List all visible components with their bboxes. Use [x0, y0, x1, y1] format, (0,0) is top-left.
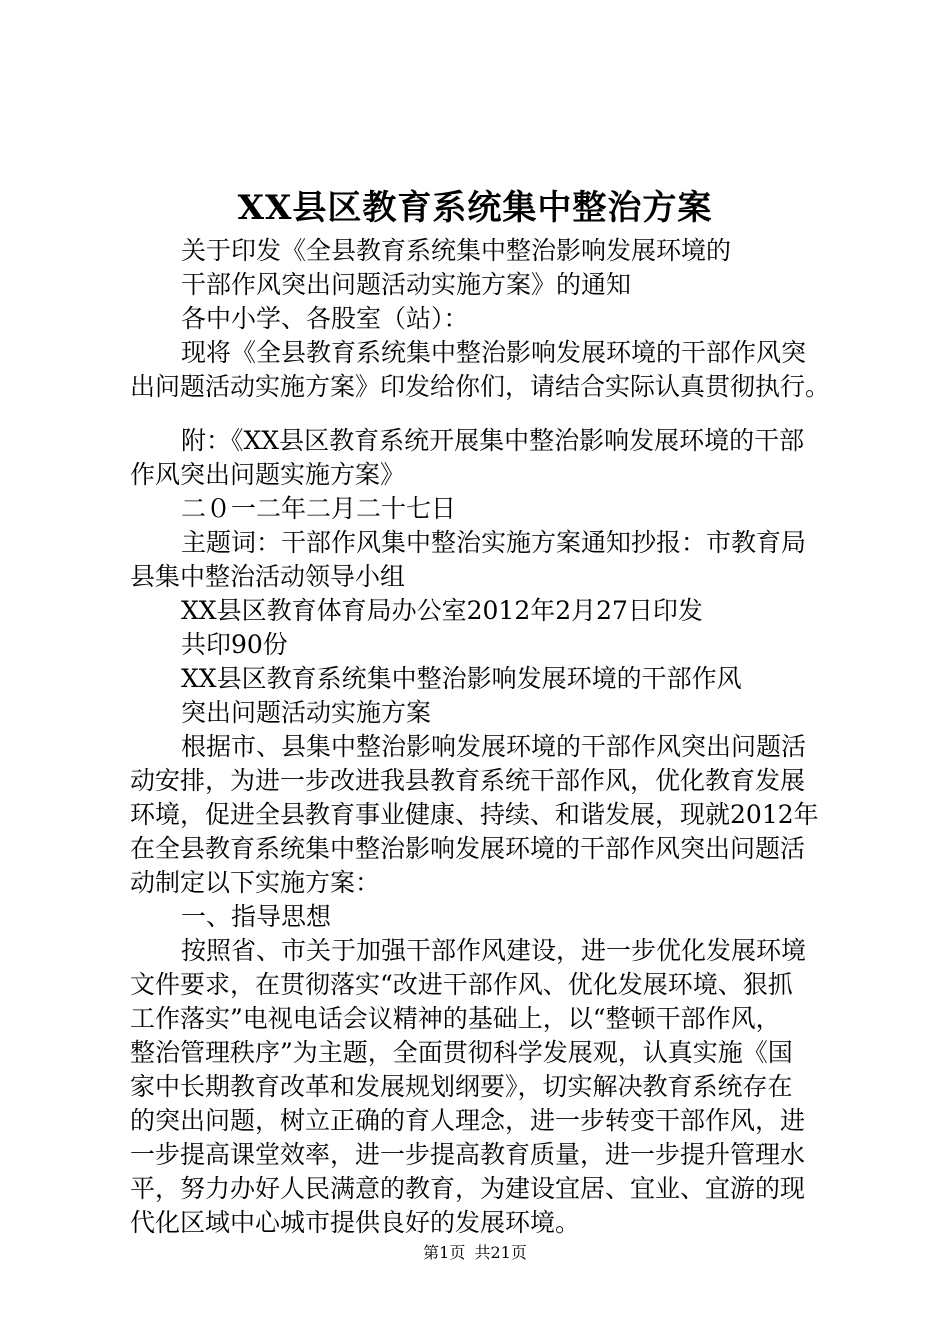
body-paragraph-line: 根据市、县集中整治影响发展环境的干部作风突出问题活	[181, 732, 807, 761]
date-line: 二０一二年二月二十七日	[181, 494, 457, 523]
subject-words-line: 县集中整治活动领导小组	[130, 562, 406, 591]
body-paragraph-line: 工作落实”电视电话会议精神的基础上，以“整顿干部作风，	[130, 1004, 781, 1033]
plan-title-line-2: 突出问题活动实施方案	[181, 698, 432, 727]
body-paragraph-line: 按照省、市关于加强干部作风建设，进一步优化发展环境	[181, 936, 807, 965]
body-paragraph-line: 家中长期教育改革和发展规划纲要》，切实解决教育系统存在	[130, 1072, 793, 1101]
body-paragraph-line: 环境，促进全县教育事业健康、持续、和谐发展，现就2012年	[130, 800, 819, 829]
body-paragraph-line: 动安排，为进一步改进我县教育系统干部作风，优化教育发展	[130, 766, 806, 795]
notice-heading-line-1: 关于印发《全县教育系统集中整治影响发展环境的	[181, 236, 732, 265]
page-total: 共21页	[474, 1243, 527, 1262]
body-paragraph-line: 一步提高课堂效率，进一步提高教育质量，进一步提升管理水	[130, 1140, 806, 1169]
body-paragraph-line: 的突出问题，树立正确的育人理念，进一步转变干部作风，进	[130, 1106, 806, 1135]
attachment-line: 附：《XX县区教育系统开展集中整治影响发展环境的干部	[181, 426, 805, 455]
body-paragraph-line: 整治管理秩序”为主题，全面贯彻科学发展观，认真实施《国	[130, 1038, 793, 1067]
copies-line: 共印90份	[181, 630, 288, 659]
body-paragraph-line: 动制定以下实施方案：	[130, 868, 381, 897]
issuer-line: XX县区教育体育局办公室2012年2月27日印发	[181, 596, 703, 625]
body-paragraph-line: 在全县教育系统集中整治影响发展环境的干部作风突出问题活	[130, 834, 806, 863]
body-paragraph-line: 出问题活动实施方案》印发给你们，请结合实际认真贯彻执行。	[130, 372, 831, 401]
body-paragraph-line: 代化区域中心城市提供良好的发展环境。	[130, 1208, 581, 1237]
body-paragraph-line: 现将《全县教育系统集中整治影响发展环境的干部作风突	[181, 338, 807, 367]
page-number: 第1页	[423, 1243, 466, 1262]
section-heading: 一、指导思想	[181, 902, 332, 931]
body-paragraph-line: 平，努力办好人民满意的教育，为建设宜居、宜业、宜游的现	[130, 1174, 806, 1203]
attachment-line: 作风突出问题实施方案》	[130, 460, 406, 489]
document-title: XX县区教育系统集中整治方案	[237, 188, 713, 228]
recipients-line: 各中小学、各股室（站）：	[181, 304, 469, 333]
page-footer	[0, 1243, 950, 1263]
body-paragraph-line: 文件要求，在贯彻落实“改进干部作风、优化发展环境、狠抓	[130, 970, 793, 999]
subject-words-line: 主题词：干部作风集中整治实施方案通知抄报：市教育局	[181, 528, 807, 557]
notice-heading-line-2: 干部作风突出问题活动实施方案》的通知	[181, 270, 632, 299]
plan-title-line-1: XX县区教育系统集中整治影响发展环境的干部作风	[181, 664, 742, 693]
